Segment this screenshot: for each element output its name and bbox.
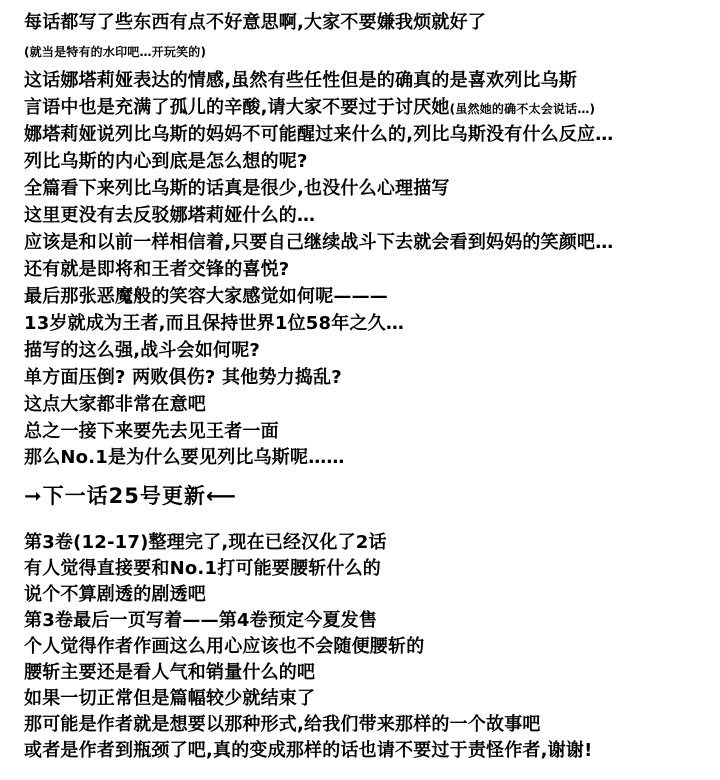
commentary-line: 应该是和以前一样相信着,只要自己继续战斗下去就会看到妈妈的笑颜吧…	[24, 232, 614, 253]
volume-note-line: 那可能是作者就是想要以那种形式,给我们带来那样的一个故事吧	[24, 714, 541, 735]
volume-note-line: 腰斩主要还是看人气和销量什么的吧	[24, 662, 316, 683]
volume-note-line: 有人觉得直接要和No.1打可能要腰斩什么的	[24, 558, 381, 579]
volume-note-line: 第3卷最后一页写着——第4卷预定今夏发售	[24, 610, 378, 631]
commentary-line: 这点大家都非常在意吧	[24, 394, 206, 415]
commentary-line: 总之一接下来要先去见王者一面	[24, 421, 279, 442]
volume-note-line: 或者是作者到瓶颈了吧,真的变成那样的话也请不要过于责怪作者,谢谢!	[24, 740, 593, 761]
commentary-line: 这话娜塔莉娅表达的情感,虽然有些任性但是的确真的是喜欢列比乌斯	[24, 70, 578, 91]
intro-note: (就当是特有的水印吧…开玩笑的)	[24, 45, 207, 59]
commentary-line: 13岁就成为王者,而且保持世界1位58年之久…	[24, 313, 405, 334]
volume-note-line: 说个不算剧透的剧透吧	[24, 584, 206, 605]
intro-line: 每话都写了些东西有点不好意思啊,大家不要嫌我烦就好了	[24, 12, 487, 33]
volume-note-line: 如果一切正常但是篇幅较少就结束了	[24, 688, 316, 709]
commentary-line	[24, 96, 595, 121]
commentary-line: 列比乌斯的内心到底是怎么想的呢?	[24, 151, 308, 172]
commentary-line: 描写的这么强,战斗会如何呢?	[24, 340, 261, 361]
commentary-line: 单方面压倒? 两败俱伤? 其他势力捣乱?	[24, 367, 342, 388]
volume-note-line: 个人觉得作者作画这么用心应该也不会随便腰斩的	[24, 636, 425, 657]
commentary-line-text: 言语中也是充满了孤儿的辛酸,请大家不要过于讨厌她	[24, 97, 450, 118]
commentary-line: 全篇看下来列比乌斯的话真是很少,也没什么心理描写	[24, 178, 450, 199]
next-chapter-heading: ➞下一话25号更新⟵	[24, 484, 237, 508]
commentary-line: 这里更没有去反驳娜塔莉娅什么的…	[24, 205, 316, 226]
commentary-aside-note: (虽然她的确不太会说话…)	[449, 102, 596, 116]
commentary-line: 最后那张恶魔般的笑容大家感觉如何呢———	[24, 286, 388, 307]
commentary-line: 那么No.1是为什么要见列比乌斯呢……	[24, 447, 345, 468]
commentary-line: 娜塔莉娅说列比乌斯的妈妈不可能醒过来什么的,列比乌斯没有什么反应…	[24, 124, 614, 145]
volume-note-line: 第3卷(12-17)整理完了,现在已经汉化了2话	[24, 532, 387, 553]
commentary-line: 还有就是即将和王者交锋的喜悦?	[24, 259, 290, 280]
